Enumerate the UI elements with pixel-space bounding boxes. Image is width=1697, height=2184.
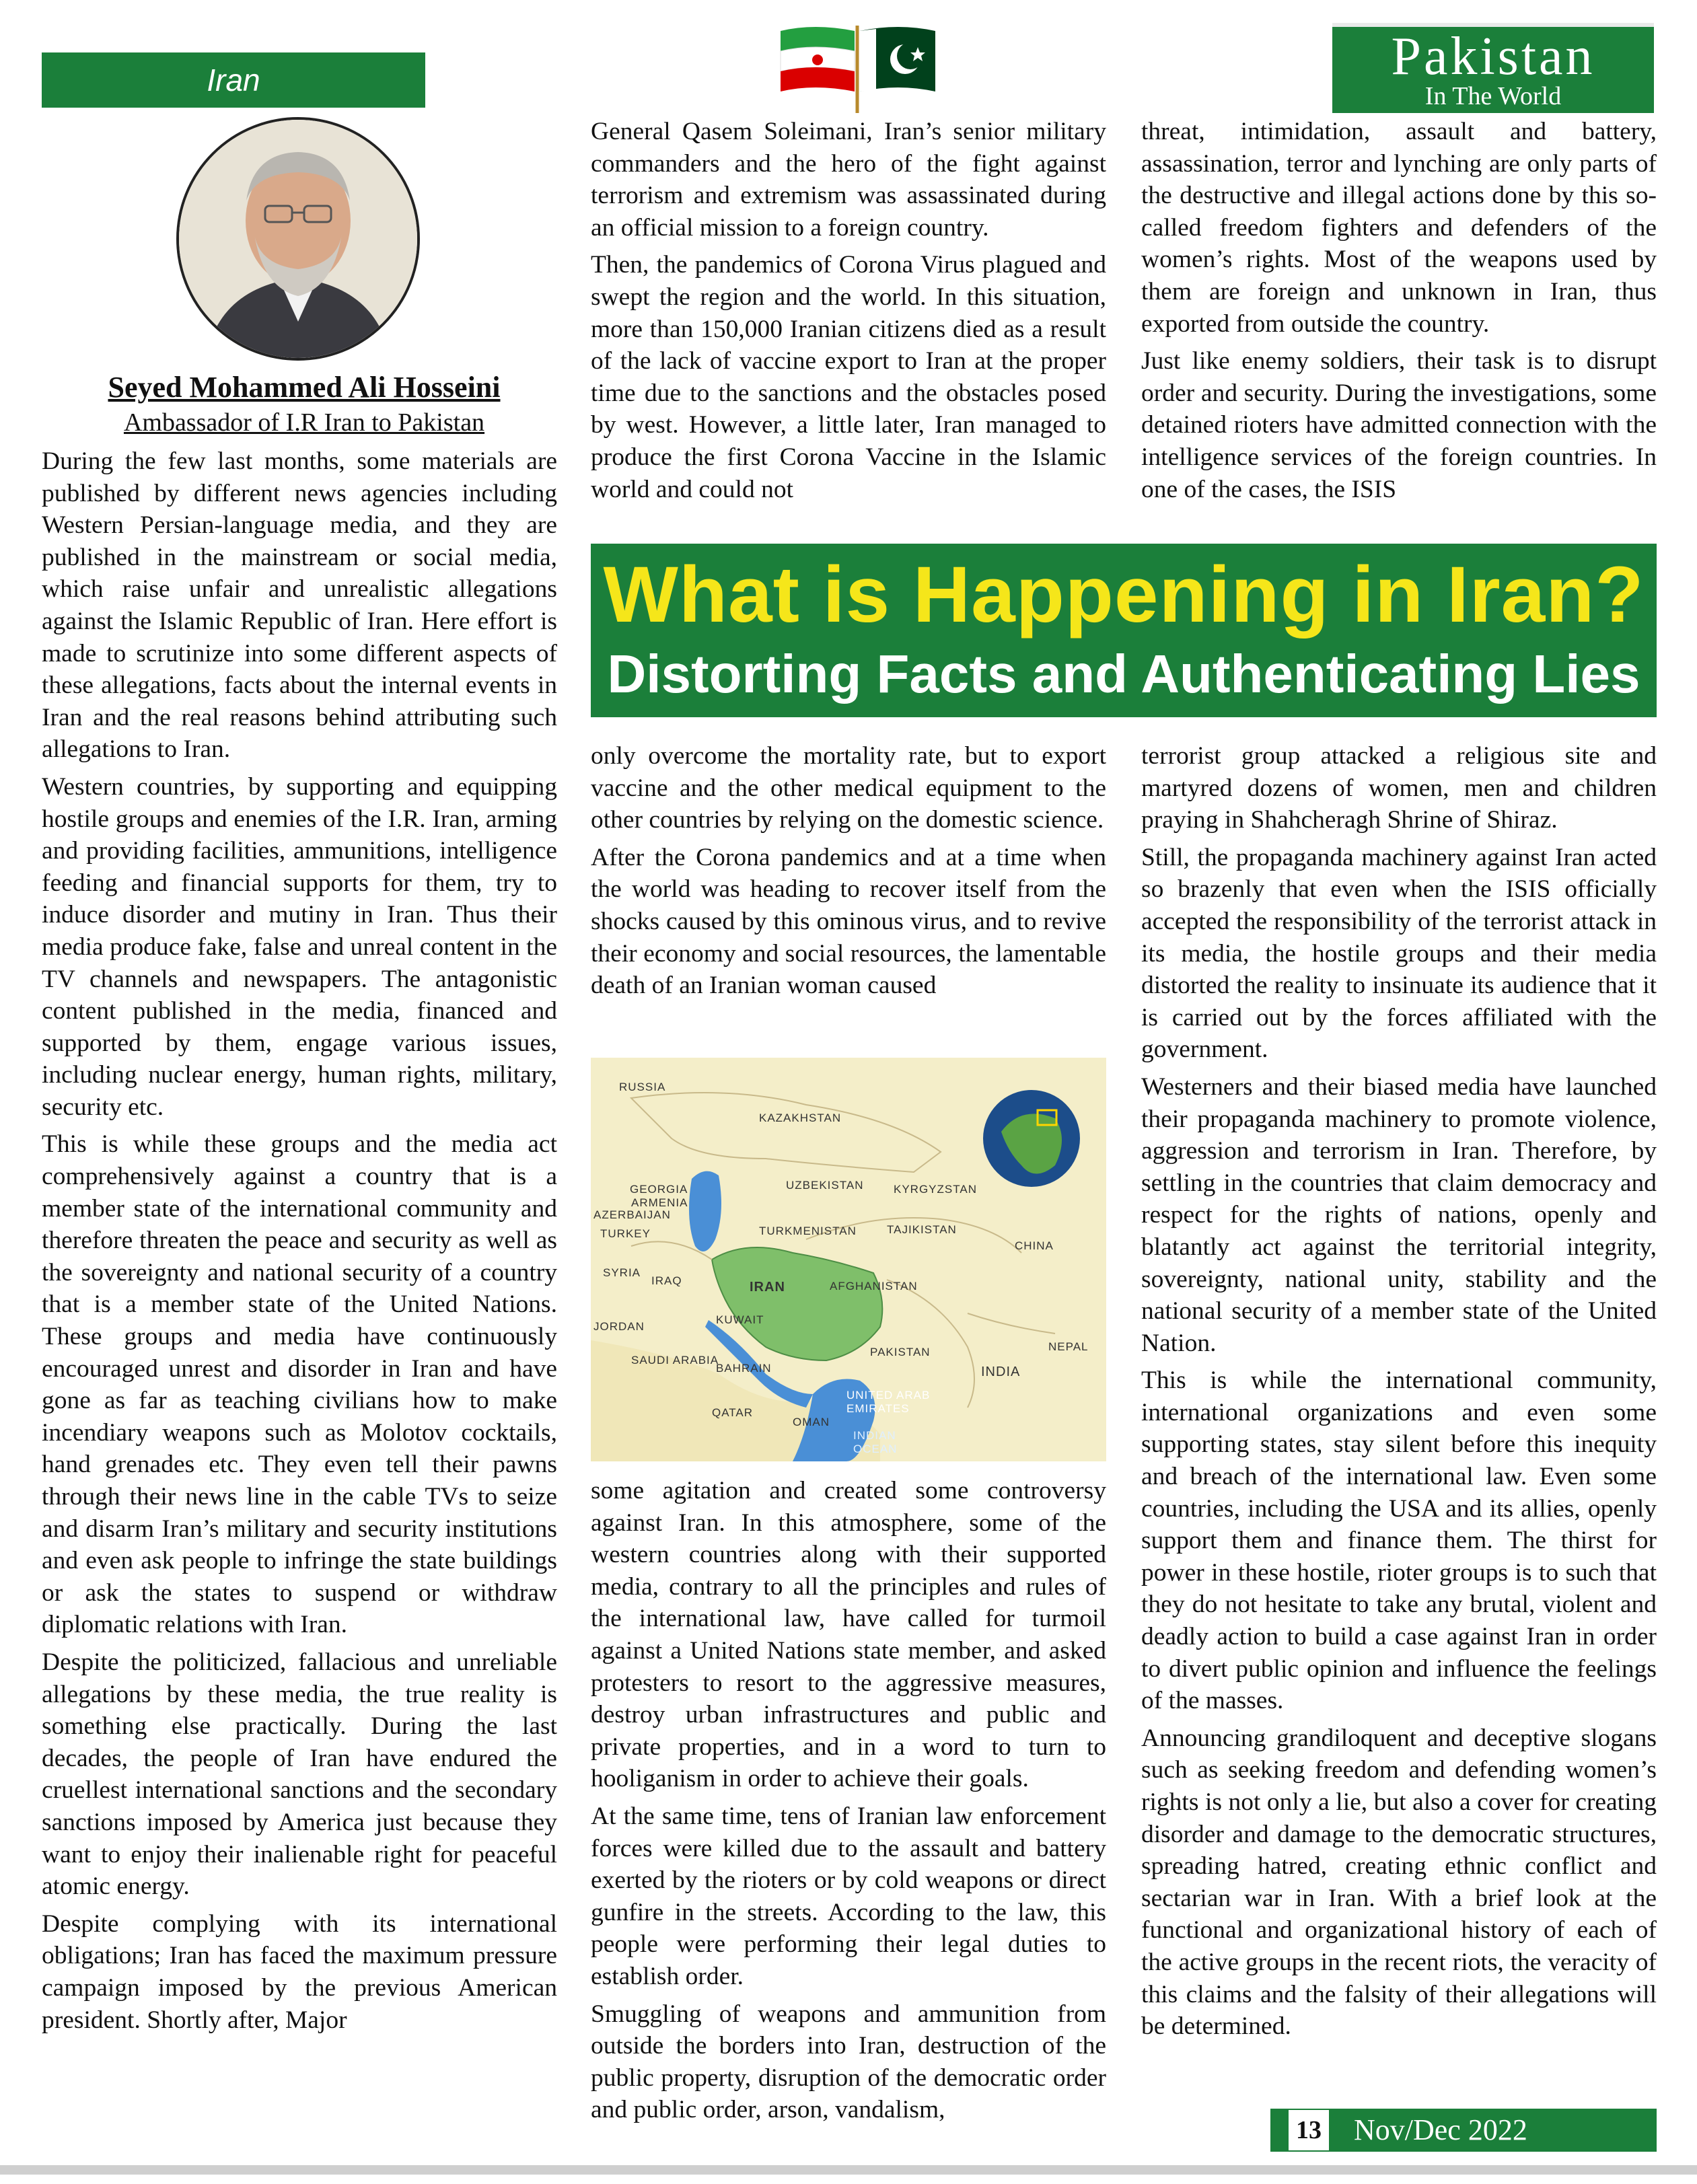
- map-label: IRAN: [750, 1280, 785, 1295]
- map-label: TURKEY: [600, 1227, 651, 1240]
- paragraph: Despite complying with its international obligations; Iran has faced the maximum pressure campaign imposed by the previous American president. Shortly after, Major: [42, 1909, 557, 2034]
- author-name: Seyed Mohammed Ali Hosseini: [108, 371, 501, 404]
- map-label: SYRIA: [603, 1266, 641, 1279]
- map-label: IRAQ: [651, 1274, 682, 1287]
- masthead: [1332, 23, 1654, 113]
- headline-title: What is Happening in Iran?: [603, 550, 1645, 639]
- map-label: AZERBAIJAN: [593, 1208, 671, 1221]
- pakistan-flag: [860, 27, 935, 92]
- paragraph: only overcome the mortality rate, but to export vaccine and the other medical equipment to the other countries by relying on the domestic science.: [591, 742, 1106, 834]
- paragraph: During the few last months, some materials are published by different news agencies including Western Persian-language media, and they are published in the mainstream or social media, which raise unfair and unrealistic allegations against the Islamic Republic of Iran. Here effort is made to scrutinize into some different aspects of these allegations, facts about the internal events in Iran and the real reasons behind attributing such allegations to Iran.: [42, 447, 557, 764]
- paragraph: terrorist group attacked a religious site and martyred dozens of women, men and children praying in Shahcheragh Shrine of Shiraz.: [1141, 742, 1657, 834]
- iran-flag: [781, 26, 857, 113]
- map-label: TAJIKISTAN: [887, 1223, 957, 1236]
- headline-banner: [591, 544, 1657, 717]
- map-label: KYRGYZSTAN: [894, 1183, 977, 1196]
- masthead-title: Pakistan: [1391, 27, 1595, 86]
- paragraph: Then, the pandemics of Corona Virus plagued and swept the region and the world. In this situation, more than 150,000 Iranian citizens died as a result of the lack of vaccine export to Iran at the proper time due to the sanctions and the obstacles posed by west. However, a little later, Iran managed to produce the first Corona Vaccine in the Islamic world and could not: [591, 251, 1106, 503]
- paragraph: Western countries, by supporting and equipping hostile groups and enemies of the I.R. Iran, arming and providing facilities, ammunitions, intelligence feeding and financial supports for them, try to induce disorder and mutiny in Iran. Thus their media produce fake, false and unreal content in the TV channels and newspapers. The antagonistic content published in the media, financed and supported by them, engage various issues, including nuclear energy, human rights, military, security etc.: [42, 772, 557, 1121]
- map-label: JORDAN: [593, 1320, 645, 1333]
- map-label: ARMENIA: [631, 1196, 688, 1209]
- map-label: KAZAKHSTAN: [759, 1112, 842, 1124]
- paragraph: At the same time, tens of Iranian law enforcement forces were killed due to the assault and battery exerted by the rioters or by cold weapons or direct gunfire in the streets. According to the law, this people were performing their legal duties to establish order.: [591, 1802, 1106, 1990]
- paragraph: Despite the politicized, fallacious and unreliable allegations by these media, the true reality is something else practically. During the last decades, the people of Iran have endured the cruellest international sanctions and the secondary sanctions imposed by America just because they want to enjoy their inalienable right for peaceful atomic energy.: [42, 1648, 557, 1901]
- map-label: RUSSIA: [619, 1081, 666, 1093]
- map-label: QATAR: [712, 1406, 754, 1419]
- map-label: UZBEKISTAN: [786, 1179, 864, 1192]
- column-1: [42, 445, 557, 2041]
- paragraph: Westerners and their biased media have launched their propaganda machinery to promote violence, aggression and terrorism in Iran. Therefore, by settling in the countries that claim democracy and respect for the rights of nations, openly and blatantly act against the territorial integrity, sovereignty, national unity, stability and the national security of a member state of the United Nation.: [1141, 1072, 1657, 1357]
- map-label: BAHRAIN: [716, 1362, 772, 1375]
- paragraph: After the Corona pandemics and at a time when the world was heading to recover itself from the shocks caused by this ominous virus, and to revive their economy and social resources, the lamentable death of an Iranian woman caused: [591, 843, 1106, 1000]
- map-label: GEORGIA: [630, 1183, 688, 1196]
- paragraph: This is while these groups and the media act comprehensively against a country that is a member state of the international community and therefore threaten the peace and security as well as the sovereignty and national security of a country that is a member state of the United Nations. These groups and media have continuously encouraged unrest and disorder in Iran and have gone as far as teaching civilians how to make incendiary weapons such as Molotov cocktails, hand grenades etc. They even tell their pawns through their news line in the cable TVs to seize and disarm Iran’s military and security institutions and even ask people to infringe the state buildings or ask the states to suspend or withdraw diplomatic relations with Iran.: [42, 1130, 557, 1639]
- map-label: INDIA: [981, 1364, 1021, 1379]
- paragraph: This is while the international community, international organizations and even some supporting states, stay silent before this inequity and breach of the international law. Even some countries, including the USA and its allies, openly support them and finance them. The thirst for power in these hostile, rioter groups is to such that they do not hesitate to take any brutal, violent and deadly action to build a case against Iran in order to divert public opinion and influence the feelings of the masses.: [1141, 1367, 1657, 1715]
- map-label: PAKISTAN: [870, 1346, 931, 1358]
- flags-illustration: [774, 19, 942, 116]
- column-2-top: [591, 116, 1106, 511]
- paragraph: threat, intimidation, assault and battery, assassination, terror and lynching are only parts of the destructive and illegal actions done by this so-called freedom fighters and defenders of the women’s rights. Most of the weapons used by them are foreign and unknown in Iran, thus exported from outside the country.: [1141, 118, 1657, 338]
- issue-date: Nov/Dec 2022: [1354, 2113, 1527, 2146]
- paragraph: General Qasem Soleimani, Iran’s senior military commanders and the hero of the fight against terrorism and extremism was assassinated during an official mission to a foreign country.: [591, 118, 1106, 242]
- map-label: NEPAL: [1048, 1340, 1089, 1353]
- paragraph: Still, the propaganda machinery against Iran acted so brazenly that even when the ISIS officially accepted the responsibility of the terrorist attack in its media, the hostile groups and their media distorted the reality to insinuate its audience that it is carried out by the forces affiliated with the government.: [1141, 843, 1657, 1064]
- paragraph: Smuggling of weapons and ammunition from outside the borders into Iran, destruction of the public property, disruption of the democratic order and public order, arson, vandalism,: [591, 2000, 1106, 2124]
- author-role: Ambassador of I.R Iran to Pakistan: [123, 408, 485, 437]
- paragraph: Just like enemy soldiers, their task is to disrupt order and security. During the investigations, some detained rioters have admitted connection with the intelligence services of the foreign countries. In one of the cases, the ISIS: [1141, 347, 1657, 503]
- iran-region-map: [591, 1058, 1106, 1461]
- map-label: CHINA: [1015, 1239, 1054, 1252]
- column-3-top: [1141, 116, 1657, 511]
- map-label: KUWAIT: [716, 1313, 764, 1326]
- map-label: INDIAN OCEAN: [853, 1429, 898, 1455]
- map-label: TURKMENISTAN: [759, 1225, 857, 1237]
- map-label: UNITED ARAB EMIRATES: [846, 1389, 931, 1415]
- paragraph: Announcing grandiloquent and deceptive slogans such as seeking freedom and defending women’s rights is not only a lie, but also a cover for creating disorder and damage to the democratic structures, spreading hatred, creating ethnic conflict and sectarian war in Iran. With a brief look at the functional and organizational history of each of the active groups in the recent riots, the veracity of this claims and the falsity of their allegations will be determined.: [1141, 1724, 1657, 2041]
- map-label: AFGHANISTAN: [830, 1280, 918, 1293]
- author-portrait: [176, 117, 420, 361]
- page-number: 13: [1289, 2110, 1329, 2150]
- bottom-rule: [0, 2165, 1697, 2175]
- headline-subtitle: Distorting Facts and Authenticating Lies: [607, 644, 1640, 704]
- map-label: OMAN: [793, 1416, 830, 1428]
- column-2-middle: [591, 740, 1106, 1007]
- paragraph: some agitation and created some controversy against Iran. In this atmosphere, some of the western countries along with their supported media, contrary to all the principles and rules of the international law, have called for turmoil against a United Nations state member, and asked protesters to resort to the aggressive measures, destroy urban infrastructures and public and private properties, and in a word to turn to hooliganism in order to achieve their goals.: [591, 1477, 1106, 1793]
- masthead-subtitle: In The World: [1424, 82, 1562, 110]
- column-3-bottom: [1141, 740, 1657, 2048]
- map-label: SAUDI ARABIA: [631, 1354, 719, 1367]
- section-tag: Iran: [42, 52, 425, 108]
- column-2-bottom: [591, 1475, 1106, 2132]
